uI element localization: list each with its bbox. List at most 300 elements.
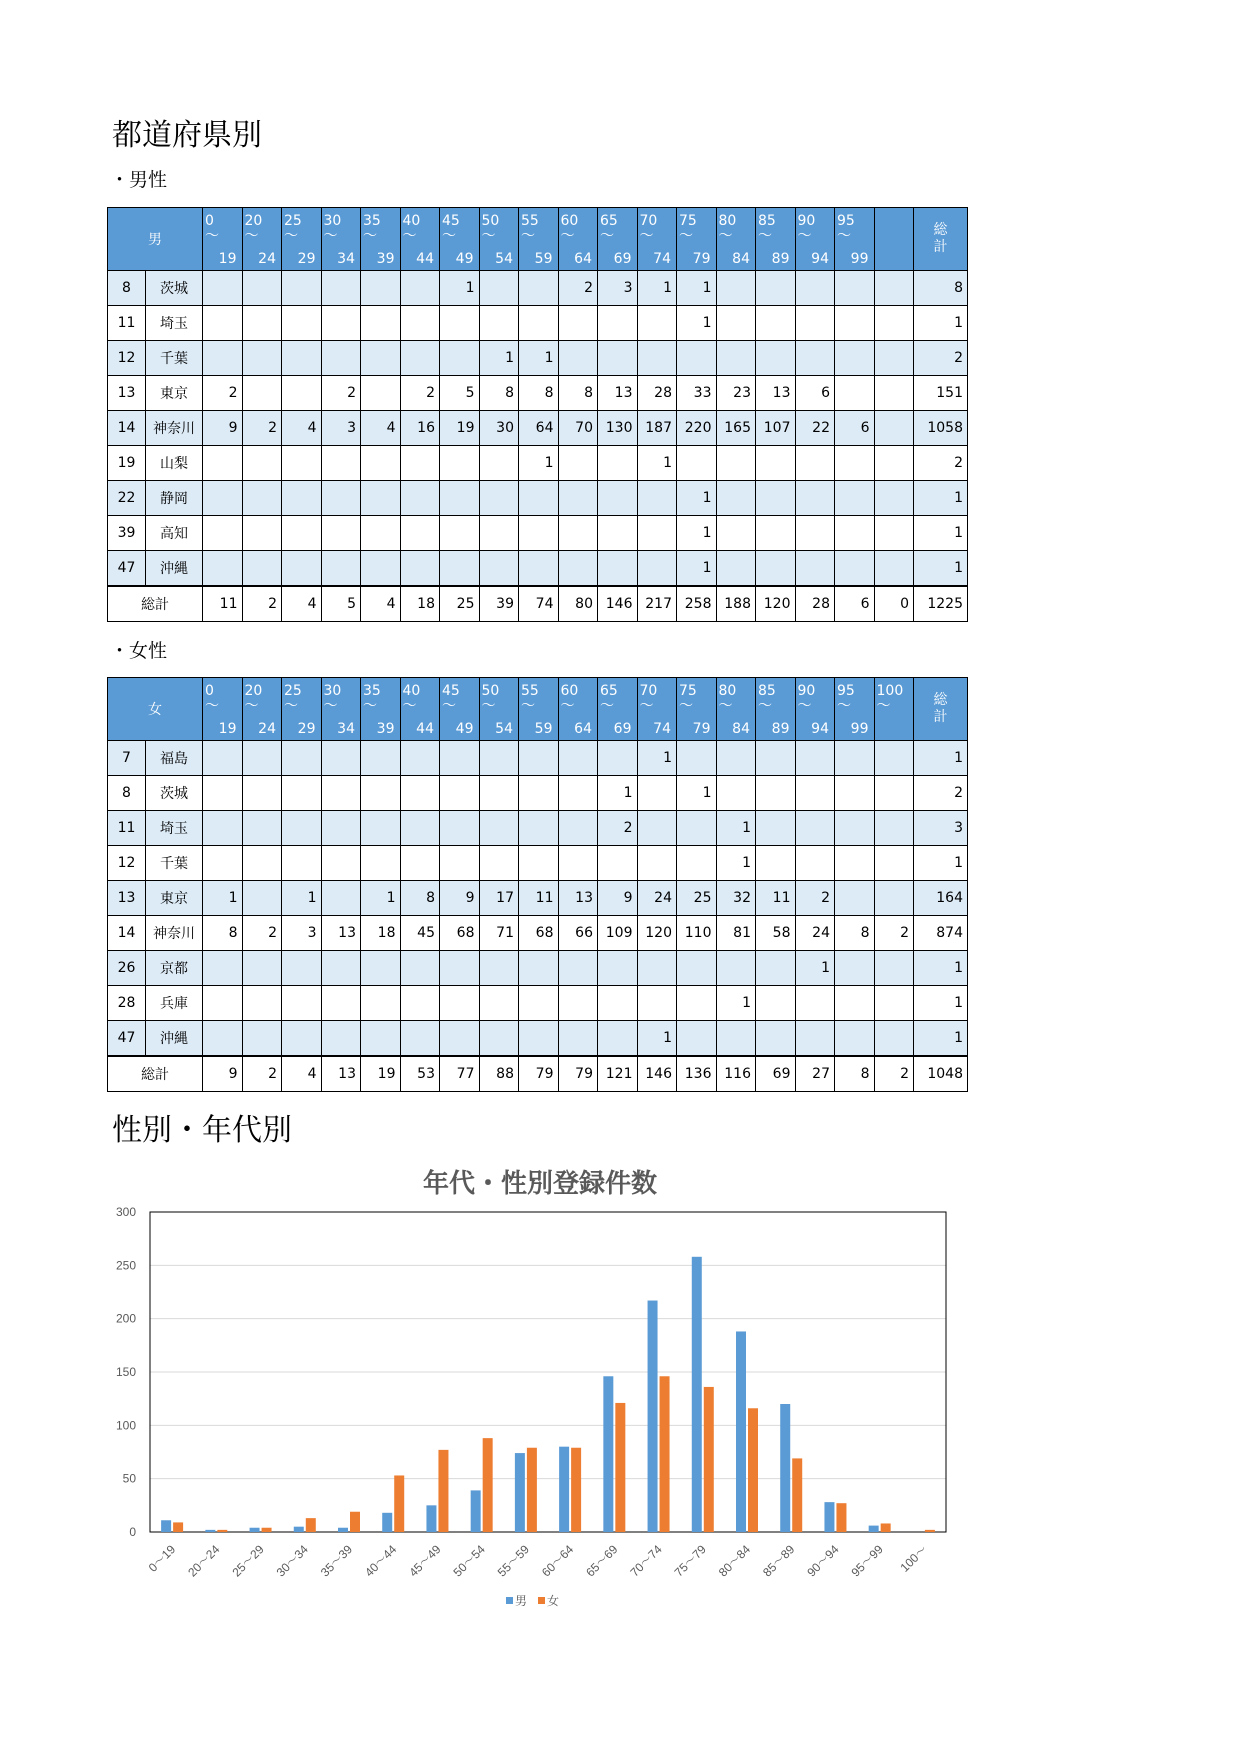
bar-male <box>692 1257 702 1532</box>
total-cell: 0 <box>874 586 914 622</box>
count-cell <box>321 551 361 587</box>
total-cell: 116 <box>716 1056 756 1092</box>
male_table-age-header <box>321 208 361 271</box>
row-total: 1 <box>914 1021 968 1057</box>
count-cell <box>321 986 361 1021</box>
pref-code: 8 <box>108 776 146 811</box>
count-cell <box>242 986 282 1021</box>
pref-name: 埼玉 <box>146 306 203 341</box>
pref-name: 東京 <box>146 881 203 916</box>
pref-name: 兵庫 <box>146 986 203 1021</box>
bar-male <box>338 1528 348 1532</box>
x-tick-label: 40～44 <box>362 1542 400 1580</box>
total-cell: 217 <box>637 586 677 622</box>
pref-name: 京都 <box>146 951 203 986</box>
count-cell <box>835 776 875 811</box>
chart-bars <box>161 1257 935 1532</box>
row-total: 874 <box>914 916 968 951</box>
count-cell: 1 <box>598 776 638 811</box>
count-cell <box>321 306 361 341</box>
count-cell: 2 <box>203 376 243 411</box>
count-cell <box>519 741 559 776</box>
count-cell: 13 <box>321 916 361 951</box>
x-tick-label: 45～49 <box>406 1542 444 1580</box>
age-header-start: 30 <box>323 683 342 699</box>
count-cell <box>756 741 796 776</box>
count-cell <box>479 481 519 516</box>
x-tick-label: 30～34 <box>273 1542 311 1580</box>
count-cell <box>321 341 361 376</box>
count-cell <box>874 551 914 587</box>
count-cell <box>282 551 322 587</box>
male_table-age-header <box>440 208 480 271</box>
count-cell <box>558 306 598 341</box>
pref-name: 沖縄 <box>146 551 203 587</box>
count-cell <box>321 1021 361 1057</box>
female_table-age-header <box>598 678 638 741</box>
count-cell <box>361 481 401 516</box>
bar-male <box>780 1404 790 1532</box>
count-cell: 1 <box>203 881 243 916</box>
x-tick-label: 65～69 <box>583 1542 621 1580</box>
count-cell <box>321 481 361 516</box>
count-cell <box>203 516 243 551</box>
count-cell <box>440 341 480 376</box>
count-cell <box>558 481 598 516</box>
pref-code: 39 <box>108 516 146 551</box>
x-tick-label: 75～79 <box>671 1542 709 1580</box>
count-cell <box>874 306 914 341</box>
bar-male <box>824 1502 834 1532</box>
count-cell <box>242 776 282 811</box>
count-cell <box>361 811 401 846</box>
count-cell <box>677 446 717 481</box>
count-cell <box>677 1021 717 1057</box>
count-cell <box>835 446 875 481</box>
count-cell <box>440 516 480 551</box>
total-cell: 77 <box>440 1056 480 1092</box>
count-cell <box>835 811 875 846</box>
count-cell <box>242 741 282 776</box>
count-cell <box>519 986 559 1021</box>
age-header-start: 60 <box>560 683 579 699</box>
count-cell <box>795 306 835 341</box>
table-row <box>108 551 968 587</box>
count-cell <box>558 846 598 881</box>
count-cell <box>400 516 440 551</box>
age-header-start: 25 <box>284 213 302 229</box>
count-cell <box>400 306 440 341</box>
female_table-age-header <box>440 678 480 741</box>
count-cell <box>795 446 835 481</box>
count-cell <box>203 951 243 986</box>
legend-label: 男 <box>515 1594 528 1608</box>
row-total: 1 <box>914 306 968 341</box>
total-header-label: 総 計 <box>933 692 948 725</box>
bar-female <box>748 1408 758 1532</box>
female_table-age-header <box>479 678 519 741</box>
x-tick-label: 85～89 <box>760 1542 798 1580</box>
count-cell <box>716 446 756 481</box>
count-cell <box>400 1021 440 1057</box>
count-cell <box>598 1021 638 1057</box>
count-cell <box>637 776 677 811</box>
count-cell <box>282 846 322 881</box>
pref-name: 茨城 <box>146 776 203 811</box>
count-cell <box>558 811 598 846</box>
tilde: ～ <box>797 698 812 714</box>
total-cell: 5 <box>321 586 361 622</box>
total-cell: 2 <box>242 586 282 622</box>
bar-male <box>471 1490 481 1532</box>
row-total: 1 <box>914 481 968 516</box>
bar-female <box>173 1522 183 1532</box>
count-cell <box>203 741 243 776</box>
female_table-age-header <box>519 678 559 741</box>
count-cell: 1 <box>282 881 322 916</box>
count-cell <box>479 776 519 811</box>
male_table-age-header <box>400 208 440 271</box>
count-cell <box>282 306 322 341</box>
tilde: ～ <box>521 228 535 244</box>
male_table-age-header <box>835 208 875 271</box>
table-row <box>108 846 968 881</box>
count-cell <box>479 446 519 481</box>
x-tick-label: 25～29 <box>229 1542 267 1580</box>
age-header-start: 25 <box>284 683 302 699</box>
female_table-corner-header: 女 <box>108 678 203 741</box>
table-row <box>108 986 968 1021</box>
count-cell <box>361 341 401 376</box>
x-tick-label: 20～24 <box>185 1542 223 1580</box>
age-header-end: 79 <box>692 721 711 737</box>
x-tick-label: 95～99 <box>848 1542 886 1580</box>
bar-female <box>925 1530 935 1532</box>
female_table-age-header <box>282 678 322 741</box>
count-cell <box>558 951 598 986</box>
row-total: 2 <box>914 776 968 811</box>
count-cell <box>874 776 914 811</box>
count-cell <box>321 881 361 916</box>
tilde: ～ <box>560 698 575 714</box>
male_table-corner-header: 男 <box>108 208 203 271</box>
tilde: ～ <box>402 228 417 244</box>
count-cell <box>361 951 401 986</box>
table-row <box>108 481 968 516</box>
count-cell <box>756 306 796 341</box>
male_table-age-header <box>361 208 401 271</box>
count-cell <box>677 951 717 986</box>
count-cell: 64 <box>519 411 559 446</box>
count-cell <box>874 516 914 551</box>
row-total: 1 <box>914 986 968 1021</box>
y-tick-label: 100 <box>115 1418 136 1433</box>
count-cell <box>440 306 480 341</box>
total-cell: 136 <box>677 1056 717 1092</box>
age-header-start: 20 <box>244 683 263 699</box>
count-cell: 13 <box>558 881 598 916</box>
total-label: 総計 <box>108 1056 203 1092</box>
age-header-start: 70 <box>639 683 658 699</box>
age-header-start: 85 <box>758 683 776 699</box>
count-cell <box>242 516 282 551</box>
count-cell <box>321 271 361 306</box>
count-cell <box>242 446 282 481</box>
count-cell: 120 <box>637 916 677 951</box>
count-cell <box>361 271 401 306</box>
count-cell <box>598 516 638 551</box>
row-total: 1 <box>914 846 968 881</box>
count-cell <box>479 306 519 341</box>
count-cell <box>203 1021 243 1057</box>
count-cell: 1 <box>637 741 677 776</box>
count-cell <box>321 741 361 776</box>
count-cell: 4 <box>282 411 322 446</box>
total-cell: 4 <box>282 1056 322 1092</box>
count-cell <box>598 306 638 341</box>
count-cell: 2 <box>400 376 440 411</box>
row-total: 1 <box>914 951 968 986</box>
row-total: 164 <box>914 881 968 916</box>
pref-name: 茨城 <box>146 271 203 306</box>
tilde: ～ <box>876 698 891 714</box>
count-cell <box>598 481 638 516</box>
age-header-end: 74 <box>653 251 671 267</box>
row-total: 2 <box>914 446 968 481</box>
count-cell <box>558 776 598 811</box>
pref-name: 山梨 <box>146 446 203 481</box>
count-cell <box>756 341 796 376</box>
count-cell <box>756 1021 796 1057</box>
count-cell <box>519 1021 559 1057</box>
count-cell: 1 <box>637 446 677 481</box>
heading-by-prefecture: 都道府県別 <box>112 118 262 153</box>
age-header-start: 80 <box>718 683 737 699</box>
count-cell <box>203 846 243 881</box>
age-header-start: 65 <box>600 213 618 229</box>
tilde: ～ <box>718 228 733 244</box>
x-tick-label: 70～74 <box>627 1542 665 1580</box>
age-header-start: 30 <box>323 213 342 229</box>
count-cell <box>637 986 677 1021</box>
age-header-end: 29 <box>297 251 316 267</box>
count-cell: 1 <box>716 846 756 881</box>
count-cell <box>242 481 282 516</box>
count-cell: 23 <box>716 376 756 411</box>
count-cell <box>400 951 440 986</box>
count-cell <box>440 741 480 776</box>
tilde: ～ <box>363 228 377 244</box>
count-cell <box>400 741 440 776</box>
count-cell: 24 <box>795 916 835 951</box>
count-cell <box>479 516 519 551</box>
count-cell: 1 <box>637 271 677 306</box>
age-header-end: 59 <box>534 721 553 737</box>
total-cell: 25 <box>440 586 480 622</box>
count-cell <box>874 341 914 376</box>
pref-name: 神奈川 <box>146 411 203 446</box>
count-cell <box>519 776 559 811</box>
tilde: ～ <box>284 698 298 714</box>
count-cell <box>835 306 875 341</box>
count-cell: 68 <box>440 916 480 951</box>
female_table-age-header <box>558 678 598 741</box>
count-cell <box>282 271 322 306</box>
age-header-end: 99 <box>850 251 869 267</box>
female_table-age-header <box>203 678 243 741</box>
age-header-start: 50 <box>481 213 500 229</box>
age-header-start: 35 <box>363 683 381 699</box>
count-cell <box>677 341 717 376</box>
count-cell <box>874 951 914 986</box>
count-cell <box>795 1021 835 1057</box>
table-row <box>108 411 968 446</box>
tilde: ～ <box>758 698 772 714</box>
count-cell <box>637 306 677 341</box>
count-cell <box>203 306 243 341</box>
age-header-end: 64 <box>574 251 592 267</box>
age-header-end: 74 <box>653 721 671 737</box>
table-row <box>108 516 968 551</box>
count-cell <box>479 551 519 587</box>
male_table-age-header <box>637 208 677 271</box>
male_table-age-header-empty <box>874 208 914 271</box>
male_table-age-header <box>558 208 598 271</box>
count-cell: 3 <box>598 271 638 306</box>
age-header-end: 24 <box>258 721 276 737</box>
count-cell: 107 <box>756 411 796 446</box>
count-cell: 30 <box>479 411 519 446</box>
count-cell <box>203 481 243 516</box>
count-cell: 13 <box>756 376 796 411</box>
count-cell: 8 <box>519 376 559 411</box>
female_table-total-header <box>914 678 968 741</box>
male_table-age-header <box>282 208 322 271</box>
count-cell <box>321 516 361 551</box>
tilde: ～ <box>600 698 614 714</box>
bar-female <box>306 1518 316 1532</box>
total-cell: 18 <box>400 586 440 622</box>
count-cell <box>400 271 440 306</box>
total-cell: 146 <box>598 586 638 622</box>
count-cell <box>242 951 282 986</box>
tilde: ～ <box>244 228 259 244</box>
count-cell: 58 <box>756 916 796 951</box>
y-tick-label: 200 <box>115 1311 136 1326</box>
y-tick-label: 300 <box>115 1205 136 1219</box>
count-cell: 1 <box>716 986 756 1021</box>
tilde: ～ <box>442 228 456 244</box>
age-header-end: 89 <box>771 721 790 737</box>
count-cell: 8 <box>479 376 519 411</box>
count-cell <box>756 986 796 1021</box>
count-cell: 1 <box>716 811 756 846</box>
tilde: ～ <box>323 228 338 244</box>
count-cell: 1 <box>677 551 717 587</box>
count-cell: 1 <box>479 341 519 376</box>
age-header-start: 65 <box>600 683 618 699</box>
count-cell: 165 <box>716 411 756 446</box>
total-cell: 39 <box>479 586 519 622</box>
legend-label: 女 <box>547 1594 560 1608</box>
count-cell <box>716 481 756 516</box>
count-cell <box>361 846 401 881</box>
count-cell: 3 <box>321 411 361 446</box>
count-cell: 28 <box>637 376 677 411</box>
tilde: ～ <box>481 228 496 244</box>
pref-code: 7 <box>108 741 146 776</box>
count-cell <box>598 951 638 986</box>
pref-code: 47 <box>108 1021 146 1057</box>
tilde: ～ <box>639 228 654 244</box>
count-cell: 1 <box>519 341 559 376</box>
count-cell <box>637 551 677 587</box>
total-label: 総計 <box>108 586 203 622</box>
count-cell <box>282 741 322 776</box>
chart-y-tick-labels <box>116 1205 136 1539</box>
count-cell <box>440 481 480 516</box>
count-cell <box>874 411 914 446</box>
count-cell <box>203 986 243 1021</box>
pref-code: 19 <box>108 446 146 481</box>
count-cell: 1 <box>677 481 717 516</box>
count-cell <box>874 881 914 916</box>
count-cell <box>321 446 361 481</box>
bar-female <box>881 1523 891 1532</box>
total-cell: 79 <box>558 1056 598 1092</box>
count-cell <box>558 446 598 481</box>
count-cell: 1 <box>677 306 717 341</box>
tilde: ～ <box>837 228 851 244</box>
count-cell <box>795 271 835 306</box>
bar-male <box>250 1528 260 1532</box>
count-cell: 1 <box>677 271 717 306</box>
total-cell: 88 <box>479 1056 519 1092</box>
male_table-age-header <box>756 208 796 271</box>
table-row <box>108 271 968 306</box>
bar-male <box>559 1447 569 1532</box>
count-cell <box>282 446 322 481</box>
count-cell <box>874 986 914 1021</box>
total-cell: 6 <box>835 586 875 622</box>
male_table-age-header <box>716 208 756 271</box>
pref-code: 8 <box>108 271 146 306</box>
y-tick-label: 50 <box>122 1471 136 1486</box>
pref-code: 22 <box>108 481 146 516</box>
bar-female <box>217 1530 227 1532</box>
count-cell <box>795 986 835 1021</box>
count-cell <box>479 741 519 776</box>
tilde: ～ <box>323 698 338 714</box>
total-cell: 188 <box>716 586 756 622</box>
age-header-start: 95 <box>837 683 855 699</box>
bar-female <box>792 1458 802 1532</box>
x-tick-label: 80～84 <box>715 1542 754 1580</box>
age-header-start: 70 <box>639 213 658 229</box>
age-header-end: 24 <box>258 251 276 267</box>
age-header-end: 54 <box>495 721 513 737</box>
count-cell <box>440 551 480 587</box>
count-cell <box>716 551 756 587</box>
male_table-age-header <box>242 208 282 271</box>
y-tick-label: 150 <box>115 1365 136 1379</box>
age-header-start: 90 <box>797 213 816 229</box>
count-cell: 8 <box>203 916 243 951</box>
count-cell: 5 <box>440 376 480 411</box>
count-cell <box>874 376 914 411</box>
male_table-age-header <box>677 208 717 271</box>
count-cell <box>558 1021 598 1057</box>
